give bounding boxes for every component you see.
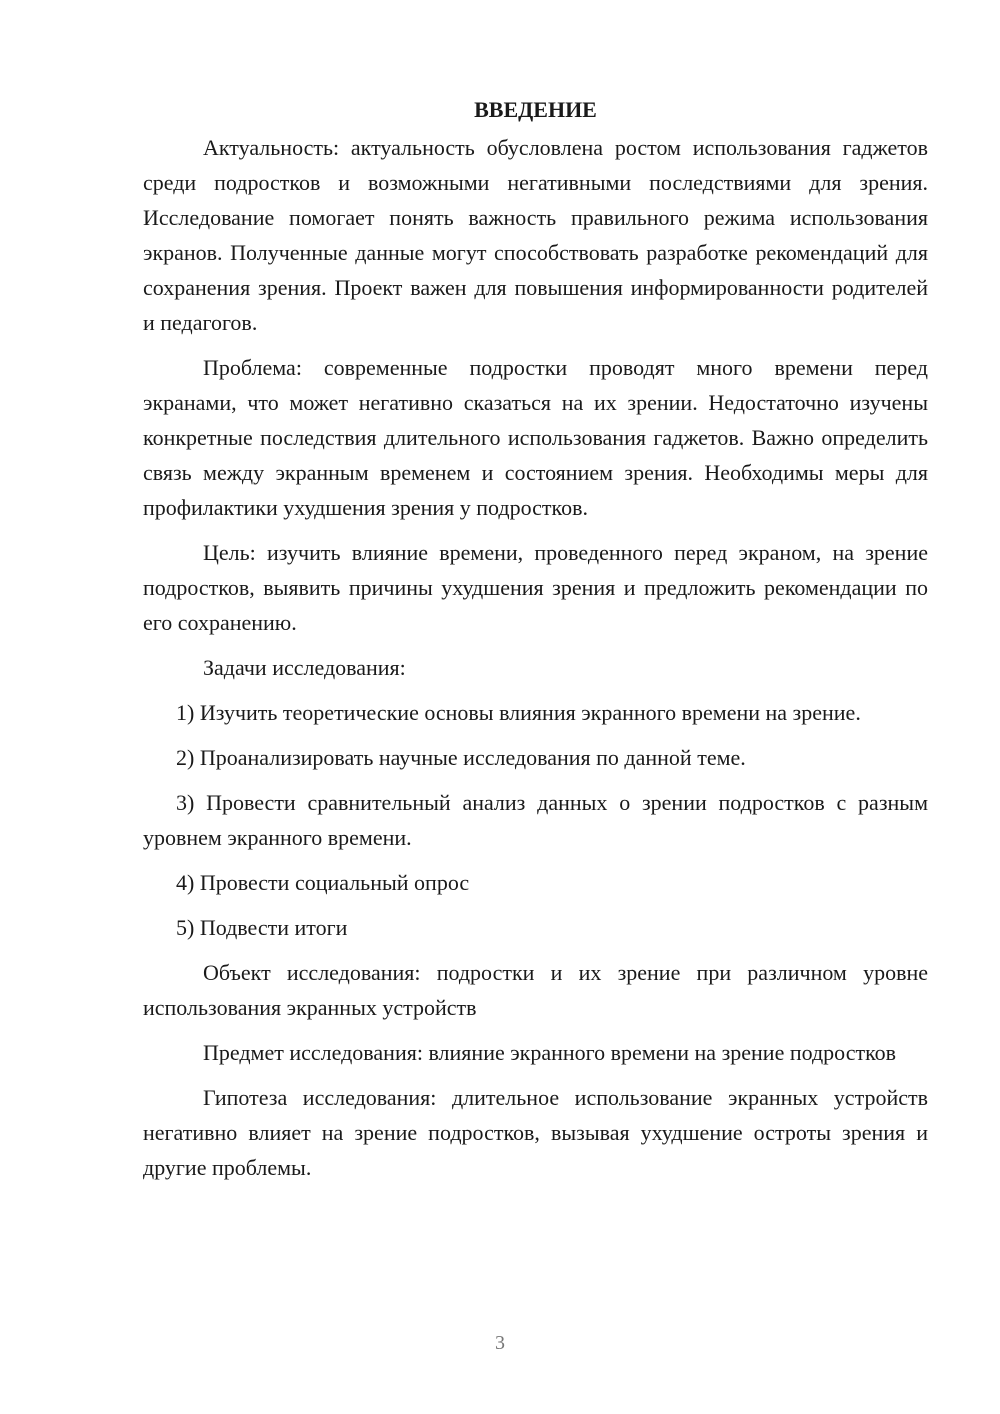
paragraph-relevance: Актуальность: актуальность обусловлена ростом использования гаджетов среди подростков и возможными негативными последствиями для зрения. Исследование помогает понять важность правильного режима использования экранов. Полученные данные могут способствовать разработке рекомендаций для сохранения зрения. Проект важен для повышения информированности родителей и педагогов. bbox=[143, 135, 928, 335]
paragraph-subject: Предмет исследования: влияние экранного времени на зрение подростков bbox=[203, 1040, 897, 1065]
task-item-5: 5) Подвести итоги bbox=[176, 915, 348, 940]
task-item-3: 3) Провести сравнительный анализ данных о зрении подростков с разным уровнем экранного времени. bbox=[143, 790, 928, 850]
task-item-1: 1) Изучить теоретические основы влияния экранного времени на зрение. bbox=[176, 700, 861, 725]
task-item-4: 4) Провести социальный опрос bbox=[176, 870, 470, 895]
paragraph-hypothesis: Гипотеза исследования: длительное использование экранных устройств негативно влияет на зрение подростков, вызывая ухудшение остроты зрения и другие проблемы. bbox=[143, 1085, 928, 1180]
page-number: 3 bbox=[495, 1332, 505, 1354]
task-item-2: 2) Проанализировать научные исследования по данной теме. bbox=[176, 745, 746, 770]
paragraph-tasks-heading: Задачи исследования: bbox=[203, 655, 406, 680]
paragraph-object: Объект исследования: подростки и их зрение при различном уровне использования экранных устройств bbox=[143, 960, 928, 1020]
document-title: ВВЕДЕНИЕ bbox=[474, 97, 597, 122]
document-page bbox=[143, 92, 928, 1195]
paragraph-goal: Цель: изучить влияние времени, проведенного перед экраном, на зрение подростков, выявить причины ухудшения зрения и предложить рекомендации по его сохранению. bbox=[143, 540, 928, 635]
paragraph-problem: Проблема: современные подростки проводят много времени перед экранами, что может негативно сказаться на их зрении. Недостаточно изучены конкретные последствия длительного использования гаджетов. Важно определить связь между экранным временем и состоянием зрения. Необходимы меры для профилактики ухудшения зрения у подростков. bbox=[143, 355, 928, 520]
